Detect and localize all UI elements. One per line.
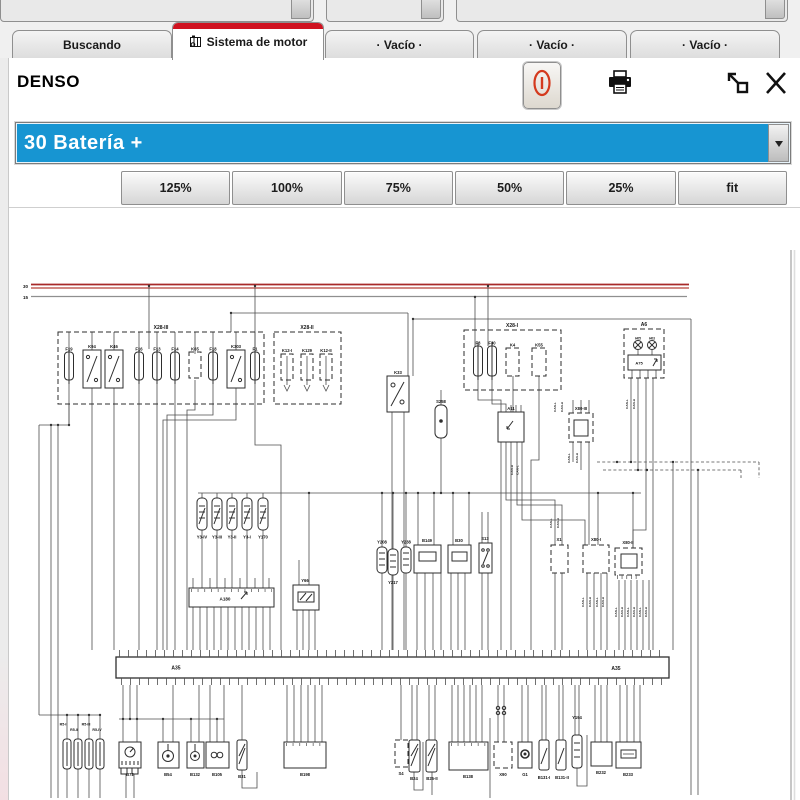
top-strip xyxy=(0,0,800,22)
diagram-label-B72: B72 xyxy=(126,772,134,777)
sensor-g1 xyxy=(518,742,532,768)
tab-vacio-3[interactable] xyxy=(630,30,780,59)
connector-x90 xyxy=(494,742,512,768)
print-button[interactable] xyxy=(605,70,635,100)
diagram-label-B198: B198 xyxy=(299,772,311,777)
tab-sistema-de-motor[interactable] xyxy=(172,22,324,60)
x80-iii-inner xyxy=(574,420,588,436)
relay-k55 xyxy=(532,348,546,376)
module-b138 xyxy=(449,742,488,770)
diagram-label-A35: A35 xyxy=(171,665,181,672)
chevron-down-icon[interactable] xyxy=(765,0,785,19)
left-gutter xyxy=(0,58,8,800)
diagram-label-CAN-H: CAN-H xyxy=(644,607,648,617)
diagram-label-F19: F19 xyxy=(65,346,73,352)
relays xyxy=(83,350,409,412)
relay-k4 xyxy=(506,348,519,376)
power-rail-30 xyxy=(31,285,689,289)
close-button[interactable] xyxy=(761,70,791,100)
chevron-down-icon[interactable] xyxy=(768,124,789,162)
tab-label: · Vacío · xyxy=(528,38,575,52)
module-b232 xyxy=(591,742,612,766)
diagram-label-CAN-H: CAN-H xyxy=(575,453,579,463)
diagram-label-CAN-H: CAN-H xyxy=(588,597,592,607)
module-b233 xyxy=(616,742,641,768)
truncated-dropdown-1[interactable] xyxy=(0,0,314,22)
sensor-b54 xyxy=(158,742,179,768)
diagram-label-R5-IV: R5-IV xyxy=(92,728,102,732)
module-a11 xyxy=(498,412,524,442)
diagram-label-A35: A35 xyxy=(611,666,621,672)
diagram-label-CAN-L: CAN-L xyxy=(614,607,618,617)
zoom-125-button[interactable]: 125% xyxy=(121,171,230,205)
zoom-50-button[interactable]: 50% xyxy=(455,171,564,205)
diagram-label-B105: B105 xyxy=(211,772,223,777)
diagram-label-A75: A75 xyxy=(635,360,643,366)
diagram-label-B232: B232 xyxy=(595,770,607,775)
sensor-b105 xyxy=(206,742,229,768)
tab-vacio-1[interactable] xyxy=(325,30,474,59)
diagram-label-K65: K65 xyxy=(191,346,199,352)
resize-button[interactable] xyxy=(723,70,753,100)
diagram-label-Y208: Y208 xyxy=(377,539,387,545)
diagram-label-CAN-H: CAN-H xyxy=(601,597,605,607)
tab-label: Buscando xyxy=(62,38,121,52)
can-bus-dashed xyxy=(597,462,759,478)
diagram-label-F3: F3 xyxy=(475,340,481,346)
circuit-selector-value: 30 Batería + xyxy=(24,131,143,154)
truncated-dropdown-3[interactable] xyxy=(456,0,788,22)
connector-boxes xyxy=(58,329,664,768)
diagram-label-K4: K4 xyxy=(509,342,516,348)
circuit-selector[interactable] xyxy=(15,122,791,164)
diagram-label-X80-III: X80-III xyxy=(574,406,588,411)
diagram-label-CAN-L: CAN-L xyxy=(625,399,629,409)
sensor-b24 xyxy=(409,740,420,772)
zoom-toolbar xyxy=(121,171,789,205)
diagram-label-R5-III: R5-III xyxy=(81,722,91,727)
valve-y194 xyxy=(572,735,582,768)
diagram-label-Y194: Y194 xyxy=(572,715,582,720)
close-icon xyxy=(764,70,788,101)
diagram-label-F30: F30 xyxy=(488,340,496,346)
diagram-label-K303: K303 xyxy=(230,344,242,349)
connector-box-x28-ii xyxy=(274,332,341,404)
diagram-label-K94: K94 xyxy=(88,344,96,349)
zoom-100-button[interactable]: 100% xyxy=(232,171,341,205)
diagram-label-B132: B132 xyxy=(189,772,201,777)
diagram-label-B25-II: B25-II xyxy=(426,776,438,781)
zoom-fit-button[interactable]: fit xyxy=(678,171,787,205)
diagram-label-B131-I: B131-I xyxy=(537,775,551,780)
diagram-label-B233: B233 xyxy=(622,772,634,777)
diagram-label-S13: S13 xyxy=(481,536,489,541)
diagram-label-F1: F1 xyxy=(252,346,258,352)
tab-vacio-2[interactable] xyxy=(477,30,627,59)
diagram-label-X28-III: X28-III xyxy=(153,325,169,331)
valves xyxy=(197,498,582,768)
tab-label: · Vacío · xyxy=(681,38,728,52)
diagram-label-Y3-I: Y3-I xyxy=(243,534,251,540)
diagram-label-K33: K33 xyxy=(394,370,402,375)
connector-x1 xyxy=(551,545,568,573)
tab-buscando[interactable] xyxy=(12,30,172,59)
page-title: DENSO xyxy=(17,72,80,91)
diagram-label-CAN-L: CAN-L xyxy=(638,607,642,617)
diagram-label-B24: B24 xyxy=(410,776,418,781)
sensor-b132 xyxy=(187,742,204,768)
diagram-label-H05: H05 xyxy=(635,336,641,341)
info-icon xyxy=(531,67,553,104)
diagram-label-K12-I: K12-I xyxy=(281,348,293,353)
diagram-label-Y3-III: Y3-III xyxy=(211,534,223,540)
content-panel xyxy=(8,58,800,800)
diagram-label-CAN-L: CAN-L xyxy=(581,597,585,607)
module-a6 xyxy=(628,341,661,371)
diagram-label-30: 30 xyxy=(22,284,28,289)
diagram-frame xyxy=(791,250,795,800)
diagram-label-B138: B138 xyxy=(462,774,474,779)
diagram-label-CAN-L: CAN-L xyxy=(515,465,520,475)
diagram-label-Y3-II: Y3-II xyxy=(227,534,237,540)
info-button[interactable] xyxy=(523,62,561,109)
sensor-b72 xyxy=(119,742,141,774)
diagram-label-B131-II: B131-II xyxy=(555,775,569,780)
diagram-label-15: 15 xyxy=(22,295,28,300)
sensor-b31 xyxy=(237,740,247,770)
diagram-label-X80-I: X80-I xyxy=(590,537,602,542)
glow-plugs-r5 xyxy=(63,739,104,769)
diagram-label-A11: A11 xyxy=(507,406,515,411)
relay-k65 xyxy=(189,352,201,378)
diagram-label-B54: B54 xyxy=(164,772,172,777)
diagram-label-CAN-L: CAN-L xyxy=(553,402,557,412)
restore-window-icon xyxy=(725,70,751,101)
diagram-label-K46: K46 xyxy=(110,344,118,349)
junction-dots xyxy=(50,285,699,720)
diagram-label-K129: K129 xyxy=(301,348,313,353)
diagram-label-R5-II: R5-II xyxy=(70,728,78,732)
diagram-label-CAN-H: CAN-H xyxy=(560,402,564,412)
active-tab-marker xyxy=(173,23,323,29)
diagram-label-X90: X90 xyxy=(499,772,507,777)
sensor-b131-ii xyxy=(556,740,566,770)
sensor-b131-i xyxy=(539,740,549,770)
x80-ii-inner xyxy=(621,554,637,568)
diagram-label-CAN-H: CAN-H xyxy=(620,607,624,617)
diagram-label-CAN-H: CAN-H xyxy=(556,518,560,528)
diagram-label-B149: B149 xyxy=(421,538,433,543)
diagram-label-A180: A180 xyxy=(219,596,231,602)
diagram-label-F14: F14 xyxy=(171,346,179,352)
tab-bar xyxy=(0,22,800,59)
diagram-label-F16: F16 xyxy=(135,346,143,352)
diagram-label-X1: X1 xyxy=(556,537,562,542)
sensor-b25-ii xyxy=(426,740,437,772)
diagram-label-S258: S258 xyxy=(436,399,446,404)
diagram-label-H03: H03 xyxy=(649,336,655,341)
diagram-label-Y66: Y66 xyxy=(301,578,309,583)
diagram-label-X80-II: X80-II xyxy=(622,540,634,545)
toolbar-divider xyxy=(9,207,800,208)
connector-s4 xyxy=(395,740,408,767)
component-box-a6 xyxy=(624,329,664,378)
chevron-down-icon[interactable] xyxy=(291,0,311,19)
diagram-label-K55: K55 xyxy=(535,342,543,348)
diagram-label-Y170: Y170 xyxy=(258,534,268,540)
diagram-label-F13: F13 xyxy=(153,346,161,352)
diagram-label-CAN-L: CAN-L xyxy=(567,453,571,463)
diagram-label-A6: A6 xyxy=(640,322,648,328)
diagram-label-B30: B30 xyxy=(455,538,463,543)
connector-x80-i xyxy=(583,545,609,573)
engine-diagram-icon xyxy=(189,35,202,48)
diagram-label-CAN-L: CAN-L xyxy=(626,607,630,617)
diagram-label-G1: G1 xyxy=(522,772,528,777)
wiring-diagram xyxy=(9,213,800,800)
chevron-down-icon[interactable] xyxy=(421,0,441,19)
diagram-label-Y217: Y217 xyxy=(388,580,398,585)
zoom-75-button[interactable]: 75% xyxy=(344,171,453,205)
diagram-label-X28-II: X28-II xyxy=(300,325,314,331)
diagram-label-Y238: Y238 xyxy=(401,539,411,545)
diagram-label-CAN-H: CAN-H xyxy=(510,465,514,475)
diagram-label-S4: S4 xyxy=(398,771,404,776)
diagram-label-Y3-IV: Y3-IV xyxy=(196,534,208,540)
diagram-label-X28-I: X28-I xyxy=(506,323,518,329)
diagram-label-CAN-L: CAN-L xyxy=(549,518,553,528)
ecu-a35 xyxy=(116,657,669,678)
diagram-label-CAN-H: CAN-H xyxy=(632,399,636,409)
tab-label: Sistema de motor xyxy=(206,34,308,49)
tab-label: · Vacío · xyxy=(376,38,423,52)
diagram-label-B31: B31 xyxy=(238,774,246,779)
diagram-label-F18: F18 xyxy=(209,346,217,352)
diagram-label-CAN-H: CAN-H xyxy=(632,607,636,617)
diagram-label-K12-II: K12-II xyxy=(320,348,332,353)
zoom-25-button[interactable]: 25% xyxy=(566,171,675,205)
printer-icon xyxy=(607,70,633,101)
diagram-label-CAN-L: CAN-L xyxy=(595,597,599,607)
truncated-dropdown-2[interactable] xyxy=(326,0,444,22)
diagram-label-R5-I: R5-I xyxy=(59,722,67,727)
